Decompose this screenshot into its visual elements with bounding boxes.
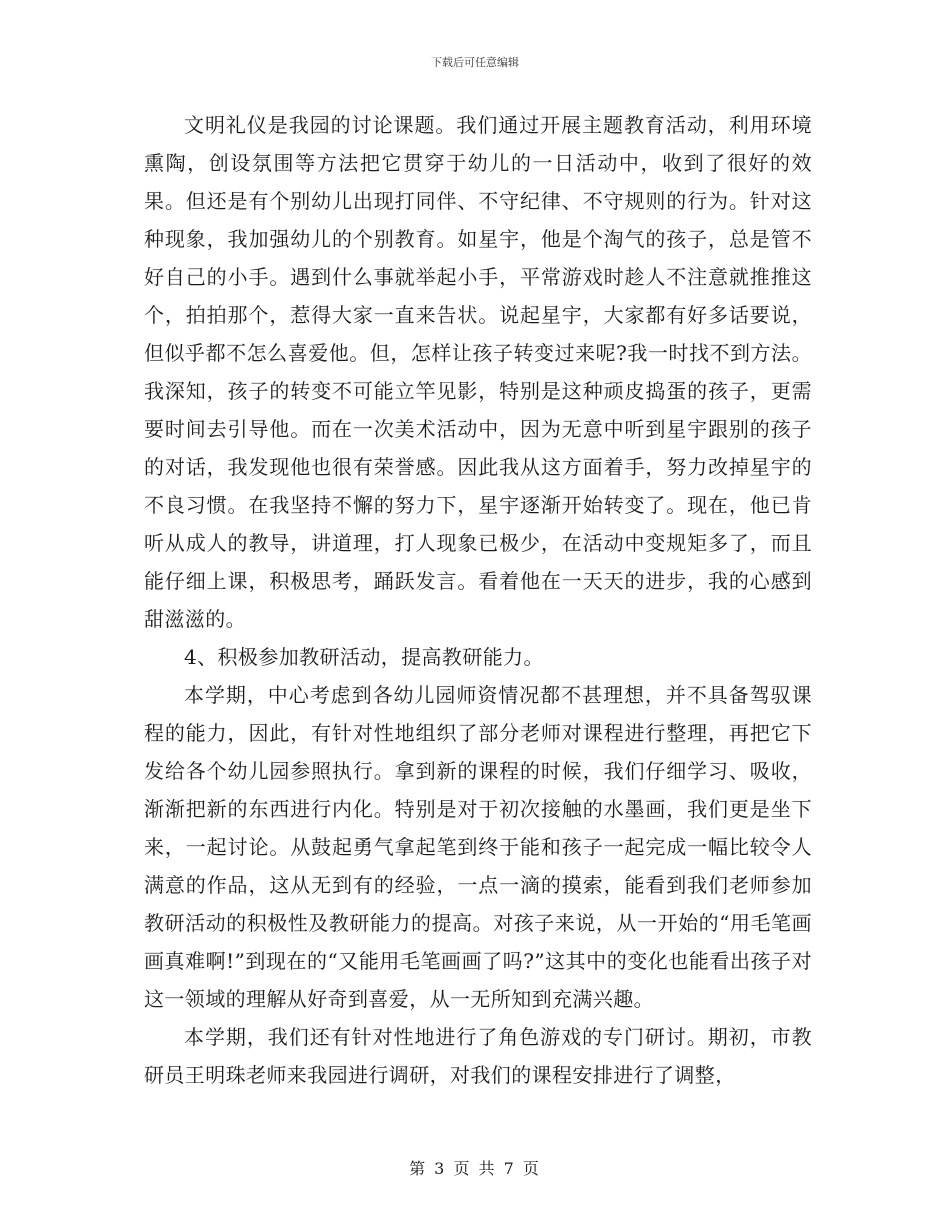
- page-header: 下载后可任意编辑: [431, 56, 519, 69]
- section-heading-teaching-research: 4、积极参加教研活动，提高教研能力。: [184, 645, 544, 669]
- paragraph-etiquette-education: 文明礼仪是我园的讨论课题。我们通过开展主题教育活动，利用环境熏陶，创设氛围等方法把它贯穿于幼儿的一日活动中，收到了很好的效果。但还是有个别幼儿出现打同伴、不守纪律、不守规则的行为。针对这种现象，我加强幼儿的个别教育。如星宇，他是个淘气的孩子，总是管不好自己的小手。遇到什么事就举起小手，平常游戏时趁人不注意就推推这个，拍拍那个，惹得大家一直来告状。说起星宇，大家都有好多话要说，但似乎都不怎么喜爱他。但，怎样让孩子转变过来呢?我一时找不到方法。我深知，孩子的转变不可能立竿见影，特别是这种顽皮捣蛋的孩子，更需要时间去引导他。而在一次美术活动中，因为无意中听到星宇跟别的孩子的对话，我发现他也很有荣誉感。因此我从这方面着手，努力改掉星宇的不良习惯。在我坚持不懈的努力下，星宇逐渐开始转变了。现在，他已肯听从成人的教导，讲道理，打人现象已极少，在活动中变规矩多了，而且能仔细上课，积极思考，踊跃发言。看着他在一天天的进步，我的心感到甜滋滋的。: [144, 113, 812, 631]
- document-body: [144, 106, 812, 1094]
- page-number: 第 3 页 共 7 页: [409, 1159, 541, 1178]
- paragraph-curriculum-ink-painting: 本学期，中心考虑到各幼儿园师资情况都不甚理想，并不具备驾驭课程的能力，因此，有针对性地组织了部分老师对课程进行整理，再把它下发给各个幼儿园参照执行。拿到新的课程的时候，我们仔细学习、吸收，渐渐把新的东西进行内化。特别是对于初次接触的水墨画，我们更是坐下来，一起讨论。从鼓起勇气拿起笔到终于能和孩子一起完成一幅比较令人满意的作品，这从无到有的经验，一点一滴的摸索，能看到我们老师参加教研活动的积极性及教研能力的提高。对孩子来说，从一开始的“用毛笔画画真难啊!”到现在的“又能用毛笔画画了吗?”这其中的变化也能看出孩子对这一领域的理解从好奇到喜爱，从一无所知到充满兴趣。: [144, 683, 812, 1011]
- paragraph-role-play-research: 本学期，我们还有针对性地进行了角色游戏的专门研讨。期初，市教研员王明珠老师来我园进行调研，对我们的课程安排进行了调整，: [144, 1025, 812, 1087]
